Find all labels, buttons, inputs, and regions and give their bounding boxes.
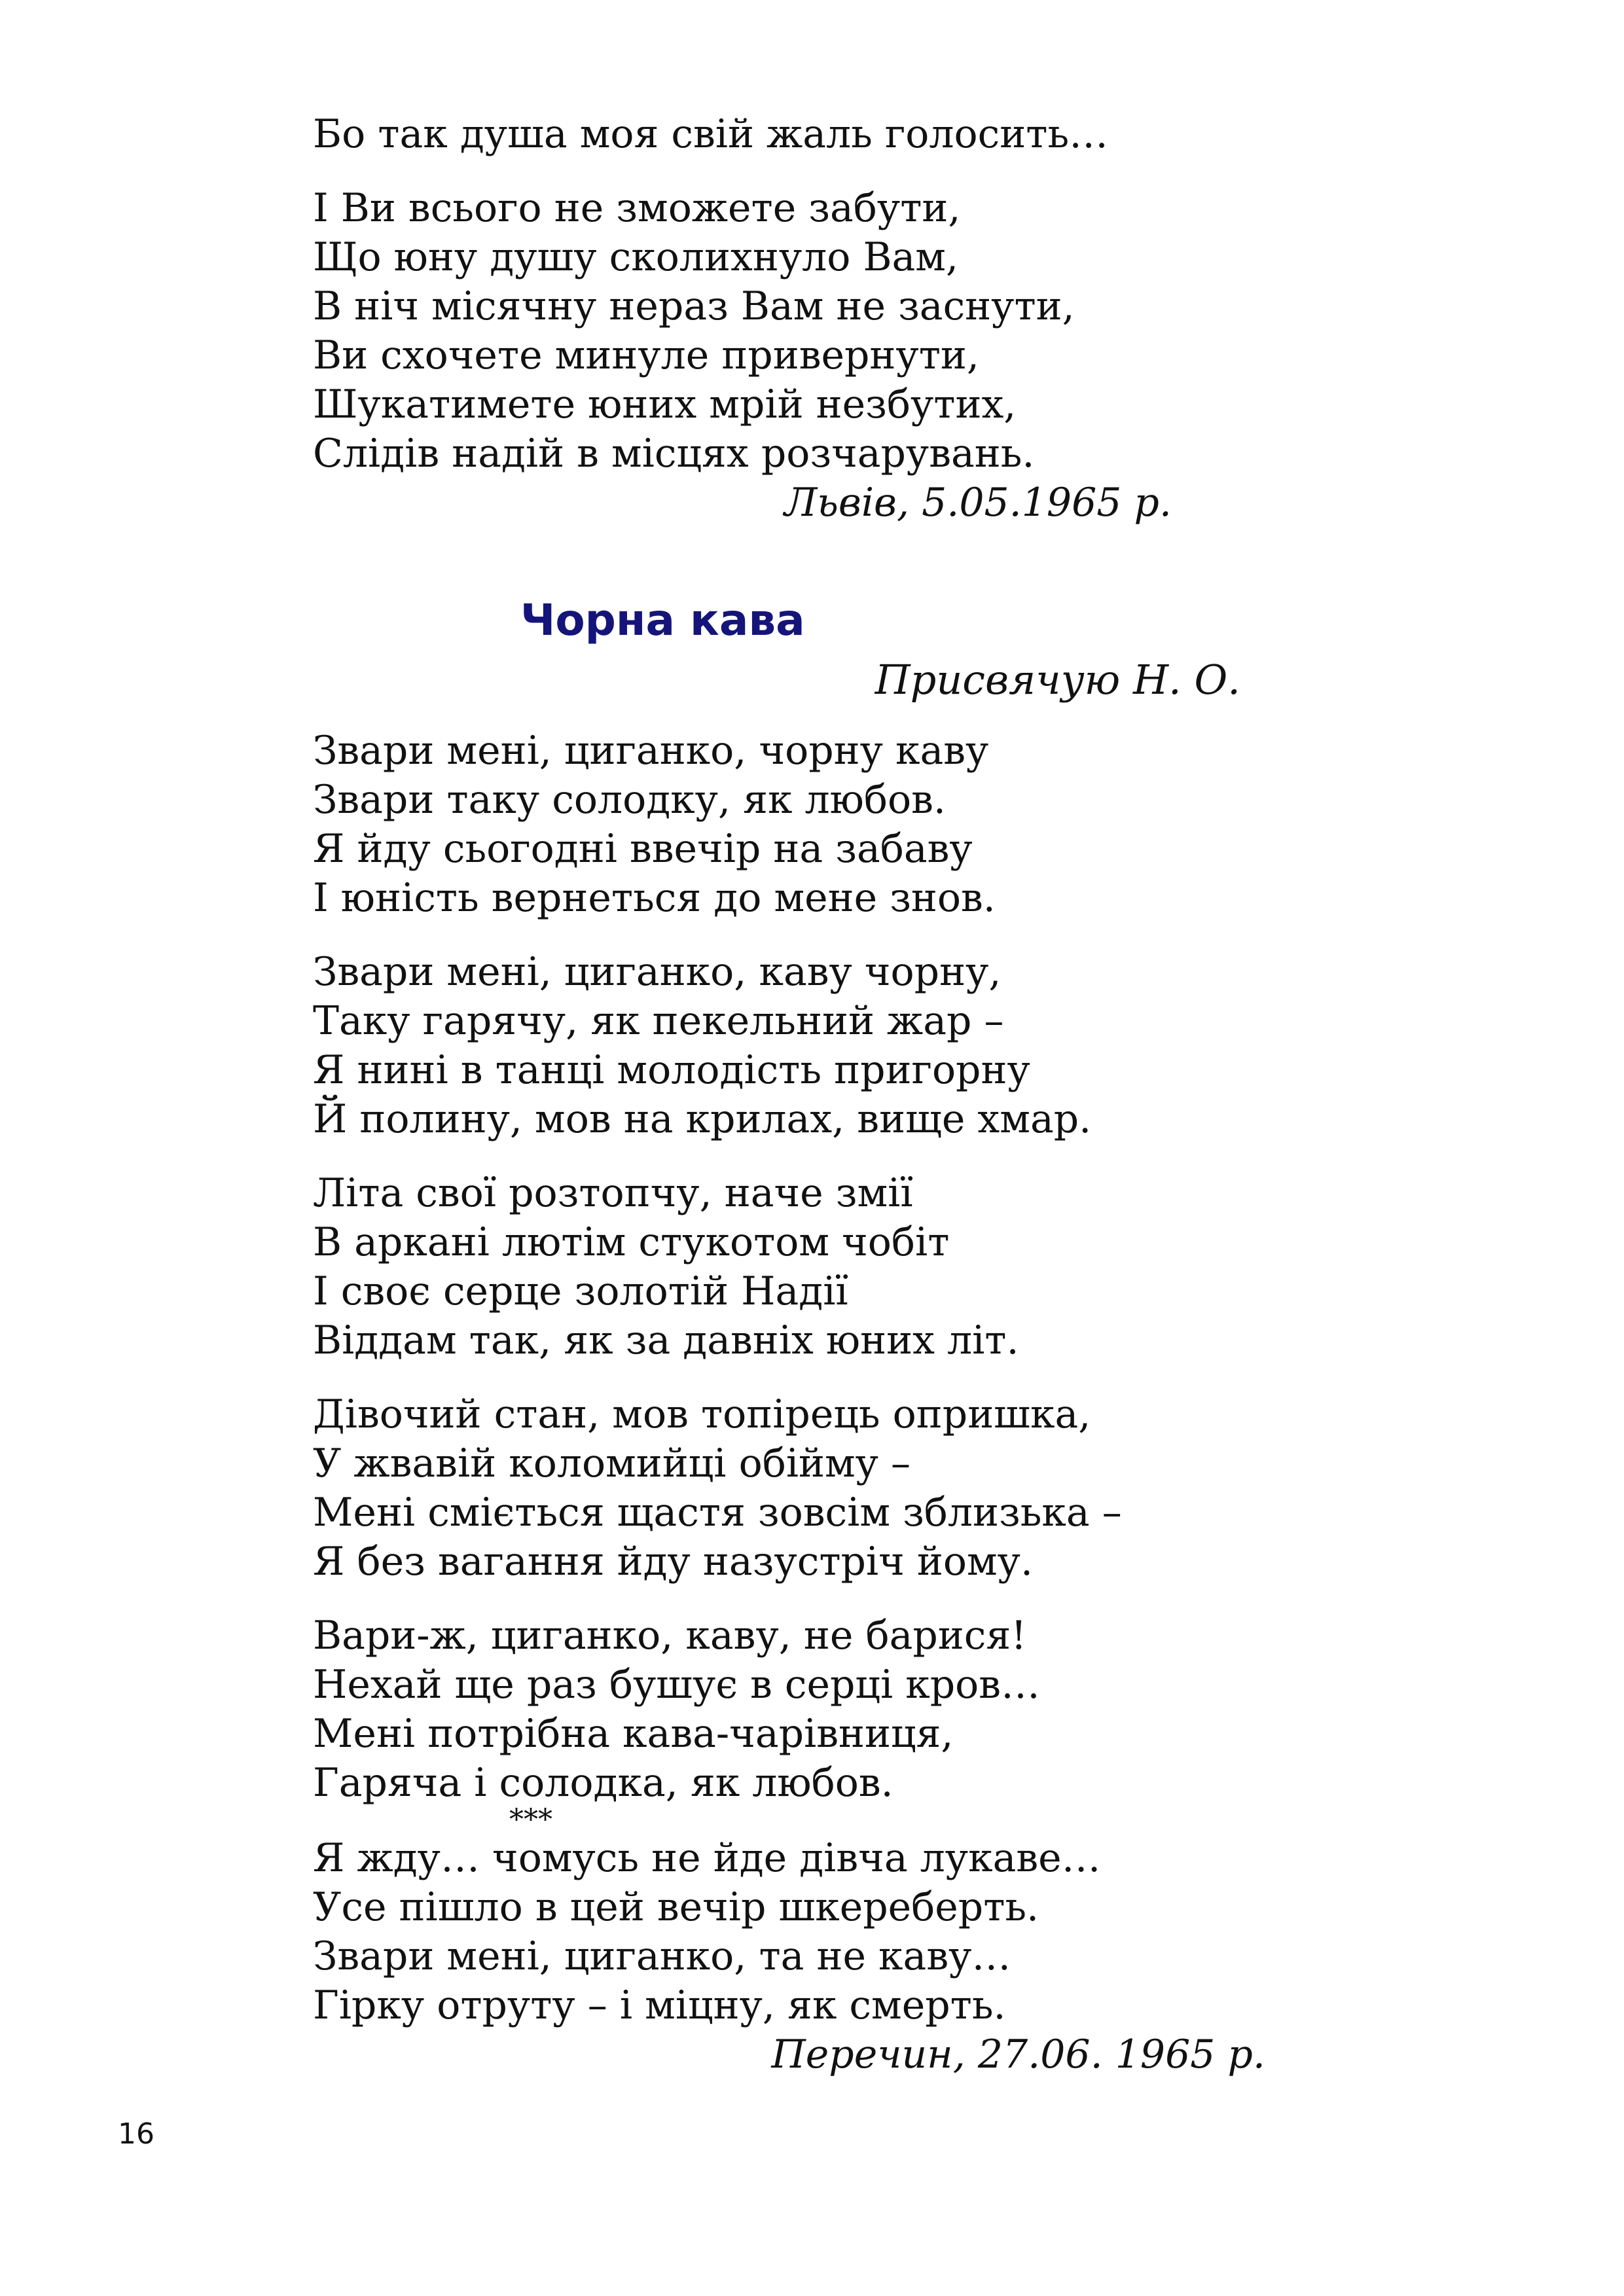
- poem-dedication: Присвячую Н. О.: [875, 656, 1240, 704]
- poem-line: Гірку отруту – і міцну, як смерть.: [313, 1982, 1006, 2028]
- poem-line: І Ви всього не зможете забути,: [313, 185, 961, 231]
- poem-line: Літа свої розтопчу, наче змії: [313, 1170, 913, 1216]
- poem-line: Я без вагання йду назустріч йому.: [313, 1539, 1034, 1585]
- poem1-signature: Львів, 5.05.1965 р.: [784, 480, 1172, 526]
- poem1-stanza-1: [313, 110, 1360, 159]
- poem-line: Мені сміється щастя зовсім зблизька –: [313, 1490, 1122, 1535]
- poem-line: І своє серце золотій Надії: [313, 1268, 848, 1314]
- poem-line: Бо так душа моя свій жаль голосить…: [313, 111, 1109, 157]
- poem-line: Усе пішло в цей вечір шкереберть.: [313, 1884, 1039, 1930]
- poem-line: Звари мені, циганко, чорну каву: [313, 728, 989, 774]
- poem2-stanza-3: [313, 1169, 1426, 1365]
- poem-line: У жвавій коломийці обійму –: [313, 1441, 911, 1486]
- poem2-signature: Перечин, 27.06. 1965 р.: [771, 2032, 1265, 2077]
- poem2-stanza-1: [313, 726, 1426, 923]
- poem2-stanza-2: [313, 948, 1426, 1144]
- poem-line: Шукатимете юних мрій незбутих,: [313, 382, 1017, 427]
- section-separator: ***: [509, 1803, 552, 1837]
- poem2-stanza-5: [313, 1611, 1426, 1808]
- poem-line: І юність вернеться до мене знов.: [313, 875, 996, 921]
- poem-line: Дівочий стан, мов топірець опришка,: [313, 1391, 1091, 1437]
- poem2-final-stanza: [313, 1834, 1426, 2030]
- poem-line: Віддам так, як за давніх юних літ.: [313, 1318, 1019, 1363]
- poem-line: Я жду… чомусь не йде дівча лукаве…: [313, 1835, 1101, 1881]
- poem-line: Ви схочете минуле привернути,: [313, 332, 979, 378]
- poem-line: Вари-ж, циганко, каву, не барися!: [313, 1613, 1027, 1659]
- poem-title: Чорна кава: [520, 595, 805, 645]
- poem-line: В ніч місячну нераз Вам не заснути,: [313, 283, 1075, 329]
- poem-line: Слідів надій в місцях розчарувань.: [313, 431, 1035, 476]
- poem1-stanza-2: [313, 184, 1360, 478]
- poem-line: Звари мені, циганко, каву чорну,: [313, 949, 1001, 995]
- poem1-ending: [313, 110, 1360, 528]
- poem-line: Я йду сьогодні ввечір на забаву: [313, 826, 973, 872]
- page-number: 16: [118, 2117, 154, 2151]
- poem-line: Й полину, мов на крилах, вище хмар.: [313, 1096, 1092, 1142]
- poem-line: Звари мені, циганко, та не каву…: [313, 1933, 1011, 1979]
- poem-line: В аркані лютім стукотом чобіт: [313, 1219, 950, 1265]
- poem-line: Гаряча і солодка, як любов.: [313, 1760, 893, 1806]
- poem-line: Звари таку солодку, як любов.: [313, 777, 946, 823]
- poem2-body: [313, 726, 1426, 2079]
- poem2-stanza-4: [313, 1390, 1426, 1587]
- poem-line: Що юну душу сколихнуло Вам,: [313, 234, 959, 280]
- poem-line: Я нині в танці молодість пригорну: [313, 1047, 1030, 1093]
- poem-line: Мені потрібна кава-чарівниця,: [313, 1711, 954, 1757]
- poem-line: Нехай ще раз бушує в серці кров…: [313, 1662, 1041, 1708]
- poem-line: Таку гарячу, як пекельний жар –: [313, 998, 1004, 1044]
